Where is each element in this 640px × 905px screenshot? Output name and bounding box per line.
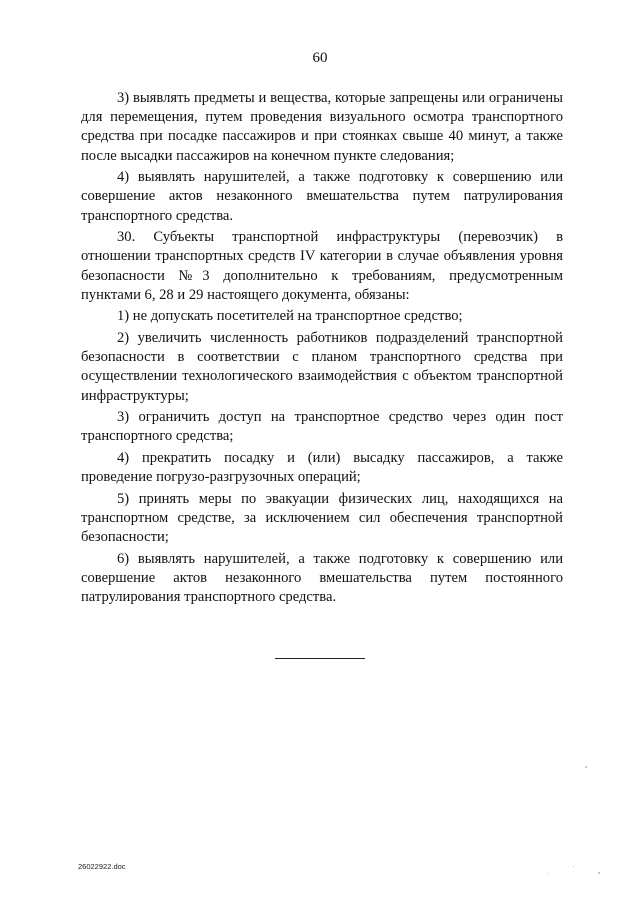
scan-speck (598, 872, 600, 874)
paragraph-item-4-detect-violators: 4) выявлять нарушителей, а также подготовку к совершению или совершение актов незаконного вмешательства путем патрулирования транспортного средства. (81, 169, 563, 224)
scan-speck (585, 766, 587, 768)
paragraph-item-6-patrol: 6) выявлять нарушителей, а также подготовку к совершению или совершение актов незаконного вмешательства путем постоянного патрулирования транспортного средства. (81, 550, 563, 606)
paragraph-item-3-restrict-access: 3) ограничить доступ на транспортное средство через один пост транспортного средства; (81, 409, 563, 445)
document-body (81, 89, 563, 607)
paragraph-item-4-stop-boarding: 4) прекратить посадку и (или) высадку пассажиров, а также проведение погрузо-разгрузочных операций; (81, 450, 563, 486)
scan-speck (548, 873, 549, 874)
paragraph-item-1-no-visitors: 1) не допускать посетителей на транспортное средство; (117, 308, 463, 325)
scan-speck (573, 866, 574, 867)
footer-file-name: 26022922.doc (78, 862, 126, 871)
page-number: 60 (312, 50, 328, 66)
paragraph-item-5-evacuation: 5) принять меры по эвакуации физических лиц, находящихся на транспортном средстве, за исключением сил обеспечения транспортной безопасности; (81, 490, 563, 546)
end-of-text-rule (275, 658, 365, 659)
paragraph-item-3-detect-items: 3) выявлять предметы и вещества, которые запрещены или ограничены для перемещения, путем проведения визуального осмотра транспортного средства при посадке пассажиров и при стоянках свыше 40 минут, а также после высадки пассажиров на конечном пункте следования; (81, 90, 563, 164)
paragraph-clause-30: 30. Субъекты транспортной инфраструктуры (перевозчик) в отношении транспортных средств IV категории в случае объявления уровня безопасности №3 дополнительно к требованиям, предусмотренным пунктами 6, 28 и 29 настоящего документа, обязаны: (81, 229, 563, 303)
paragraph-item-2-increase-staff: 2) увеличить численность работников подразделений транспортной безопасности в соответствии с планом транспортного средства при осуществлении технологического взаимодействия с объектом транспортной инфраструктуры; (81, 330, 563, 404)
